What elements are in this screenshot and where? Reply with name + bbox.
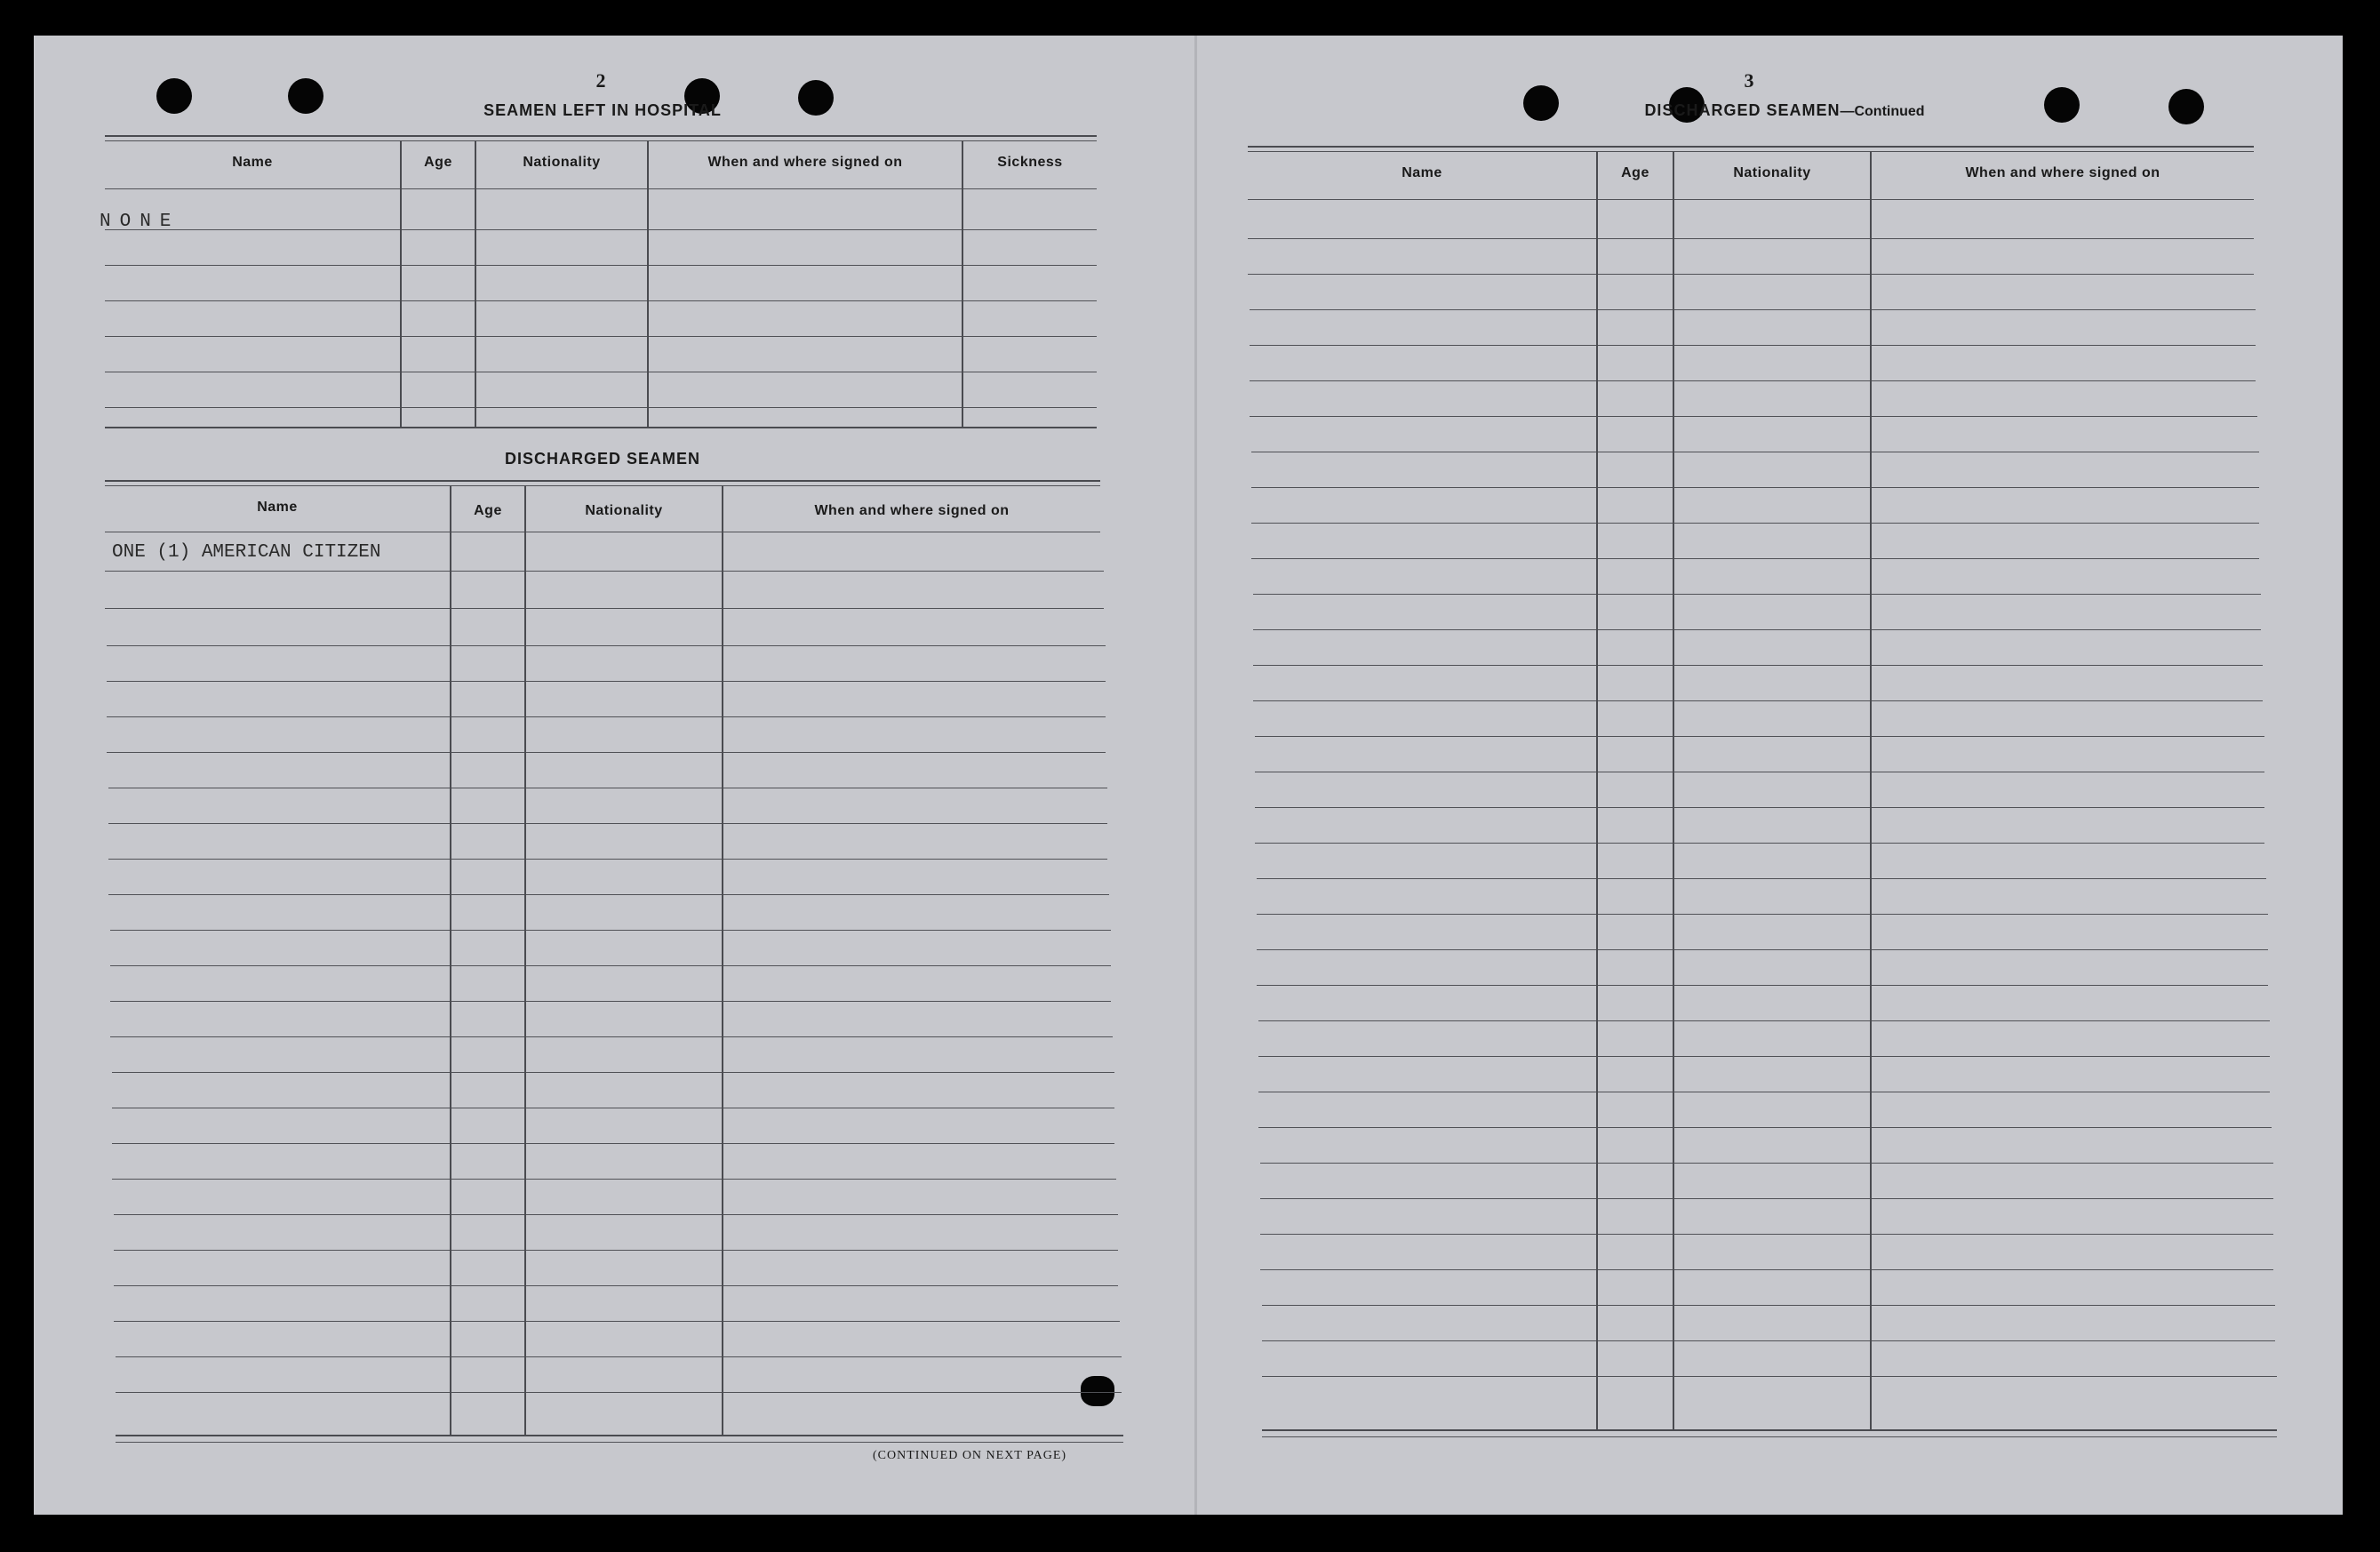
discharged-continued-title-suffix: —Continued — [1840, 104, 1925, 119]
table-rule — [1258, 1127, 2272, 1128]
table-rule — [114, 1321, 1120, 1322]
column-header-nationality: Nationality — [523, 155, 601, 170]
continued-note: (CONTINUED ON NEXT PAGE) — [873, 1449, 1067, 1462]
table-rule — [1251, 523, 2259, 524]
table-rule — [116, 1442, 1123, 1443]
table-rule — [105, 300, 1097, 301]
discharged-entry: ONE (1) AMERICAN CITIZEN — [112, 542, 381, 563]
column-header-signed-on: When and where signed on — [707, 155, 903, 170]
punch-hole — [798, 80, 834, 116]
table-rule — [1257, 914, 2268, 915]
table-rule — [105, 485, 1100, 486]
table-rule — [1262, 1305, 2275, 1306]
table-rule — [1255, 807, 2264, 808]
table-rule — [105, 336, 1097, 337]
table-rule — [105, 427, 1097, 428]
column-header-name: Name — [1402, 165, 1442, 180]
column-header-age: Age — [424, 155, 452, 170]
page-number-left: 2 — [595, 69, 606, 92]
table-rule — [1260, 1269, 2273, 1270]
column-header-nationality: Nationality — [1733, 165, 1811, 180]
column-header-age: Age — [1621, 165, 1649, 180]
table-rule — [107, 645, 1106, 646]
table-rule — [1260, 1198, 2273, 1199]
table-rule — [1257, 985, 2268, 986]
table-rule — [114, 1250, 1118, 1251]
table-rule — [1262, 1376, 2277, 1377]
column-divider — [1673, 151, 1674, 1429]
table-rule — [1253, 594, 2261, 595]
punch-hole — [2168, 89, 2204, 124]
column-divider — [475, 140, 476, 427]
table-rule — [110, 1036, 1113, 1037]
punch-hole — [288, 78, 323, 114]
column-divider — [450, 485, 451, 1435]
table-rule — [1257, 878, 2266, 879]
column-header-name: Name — [257, 500, 298, 515]
punch-hole — [2044, 87, 2080, 123]
table-rule — [1253, 629, 2261, 630]
table-rule — [116, 1356, 1122, 1357]
discharged-section-title: DISCHARGED SEAMEN — [504, 450, 701, 468]
table-rule — [1248, 151, 2254, 152]
table-rule — [1255, 843, 2264, 844]
table-rule — [1262, 1340, 2275, 1341]
column-divider — [962, 140, 963, 427]
table-rule — [105, 480, 1100, 482]
column-divider — [524, 485, 526, 1435]
column-divider — [1870, 151, 1872, 1429]
table-rule — [1251, 558, 2259, 559]
table-rule — [108, 859, 1107, 860]
table-rule — [116, 1392, 1122, 1393]
table-rule — [1250, 416, 2257, 417]
table-rule — [107, 681, 1106, 682]
column-divider — [722, 485, 723, 1435]
table-rule — [116, 1435, 1123, 1436]
discharged-continued-title-main: DISCHARGED SEAMEN — [1644, 101, 1841, 119]
column-header-age: Age — [474, 503, 502, 518]
table-rule — [108, 823, 1107, 824]
column-divider — [400, 140, 402, 427]
table-rule — [114, 1285, 1118, 1286]
table-rule — [105, 407, 1097, 408]
table-rule — [1248, 146, 2254, 148]
table-rule — [105, 229, 1097, 230]
column-divider — [647, 140, 649, 427]
table-rule — [1253, 700, 2263, 701]
hospital-entry: NONE — [100, 212, 180, 232]
table-rule — [105, 571, 1104, 572]
hospital-section-title: SEAMEN LEFT IN HOSPITAL — [483, 101, 722, 119]
table-rule — [1262, 1436, 2277, 1437]
column-header-name: Name — [232, 155, 273, 170]
table-rule — [1250, 345, 2256, 346]
table-rule — [112, 1179, 1116, 1180]
column-header-signed-on: When and where signed on — [1965, 165, 2160, 180]
table-rule — [1257, 949, 2268, 950]
table-rule — [105, 188, 1097, 189]
punch-hole — [1081, 1376, 1114, 1406]
table-rule — [1248, 199, 2254, 200]
punch-hole — [156, 78, 192, 114]
table-rule — [108, 894, 1109, 895]
table-rule — [110, 1001, 1111, 1002]
table-rule — [1262, 1429, 2277, 1431]
page-number-right: 3 — [1744, 69, 1754, 92]
table-rule — [105, 265, 1097, 266]
column-header-signed-on: When and where signed on — [814, 503, 1010, 518]
table-rule — [1260, 1234, 2273, 1235]
table-rule — [110, 965, 1111, 966]
table-rule — [1250, 309, 2256, 310]
table-rule — [1255, 736, 2264, 737]
table-rule — [105, 140, 1097, 141]
table-rule — [1258, 1056, 2270, 1057]
column-header-sickness: Sickness — [997, 155, 1063, 170]
table-rule — [1253, 665, 2263, 666]
table-rule — [1248, 238, 2254, 239]
table-rule — [1258, 1020, 2270, 1021]
table-rule — [1250, 380, 2256, 381]
table-rule — [1248, 274, 2254, 275]
column-header-nationality: Nationality — [585, 503, 663, 518]
table-rule — [110, 930, 1111, 931]
table-rule — [1260, 1163, 2273, 1164]
table-rule — [107, 752, 1106, 753]
table-rule — [1251, 487, 2259, 488]
table-rule — [105, 608, 1104, 609]
table-rule — [114, 1214, 1118, 1215]
table-rule — [107, 716, 1106, 717]
table-rule — [105, 135, 1097, 137]
table-rule — [112, 1072, 1114, 1073]
ledger-page — [34, 36, 2343, 1515]
table-rule — [112, 1143, 1114, 1144]
page-fold — [1194, 36, 1197, 1515]
discharged-continued-title — [1545, 101, 2025, 120]
column-divider — [1596, 151, 1598, 1429]
